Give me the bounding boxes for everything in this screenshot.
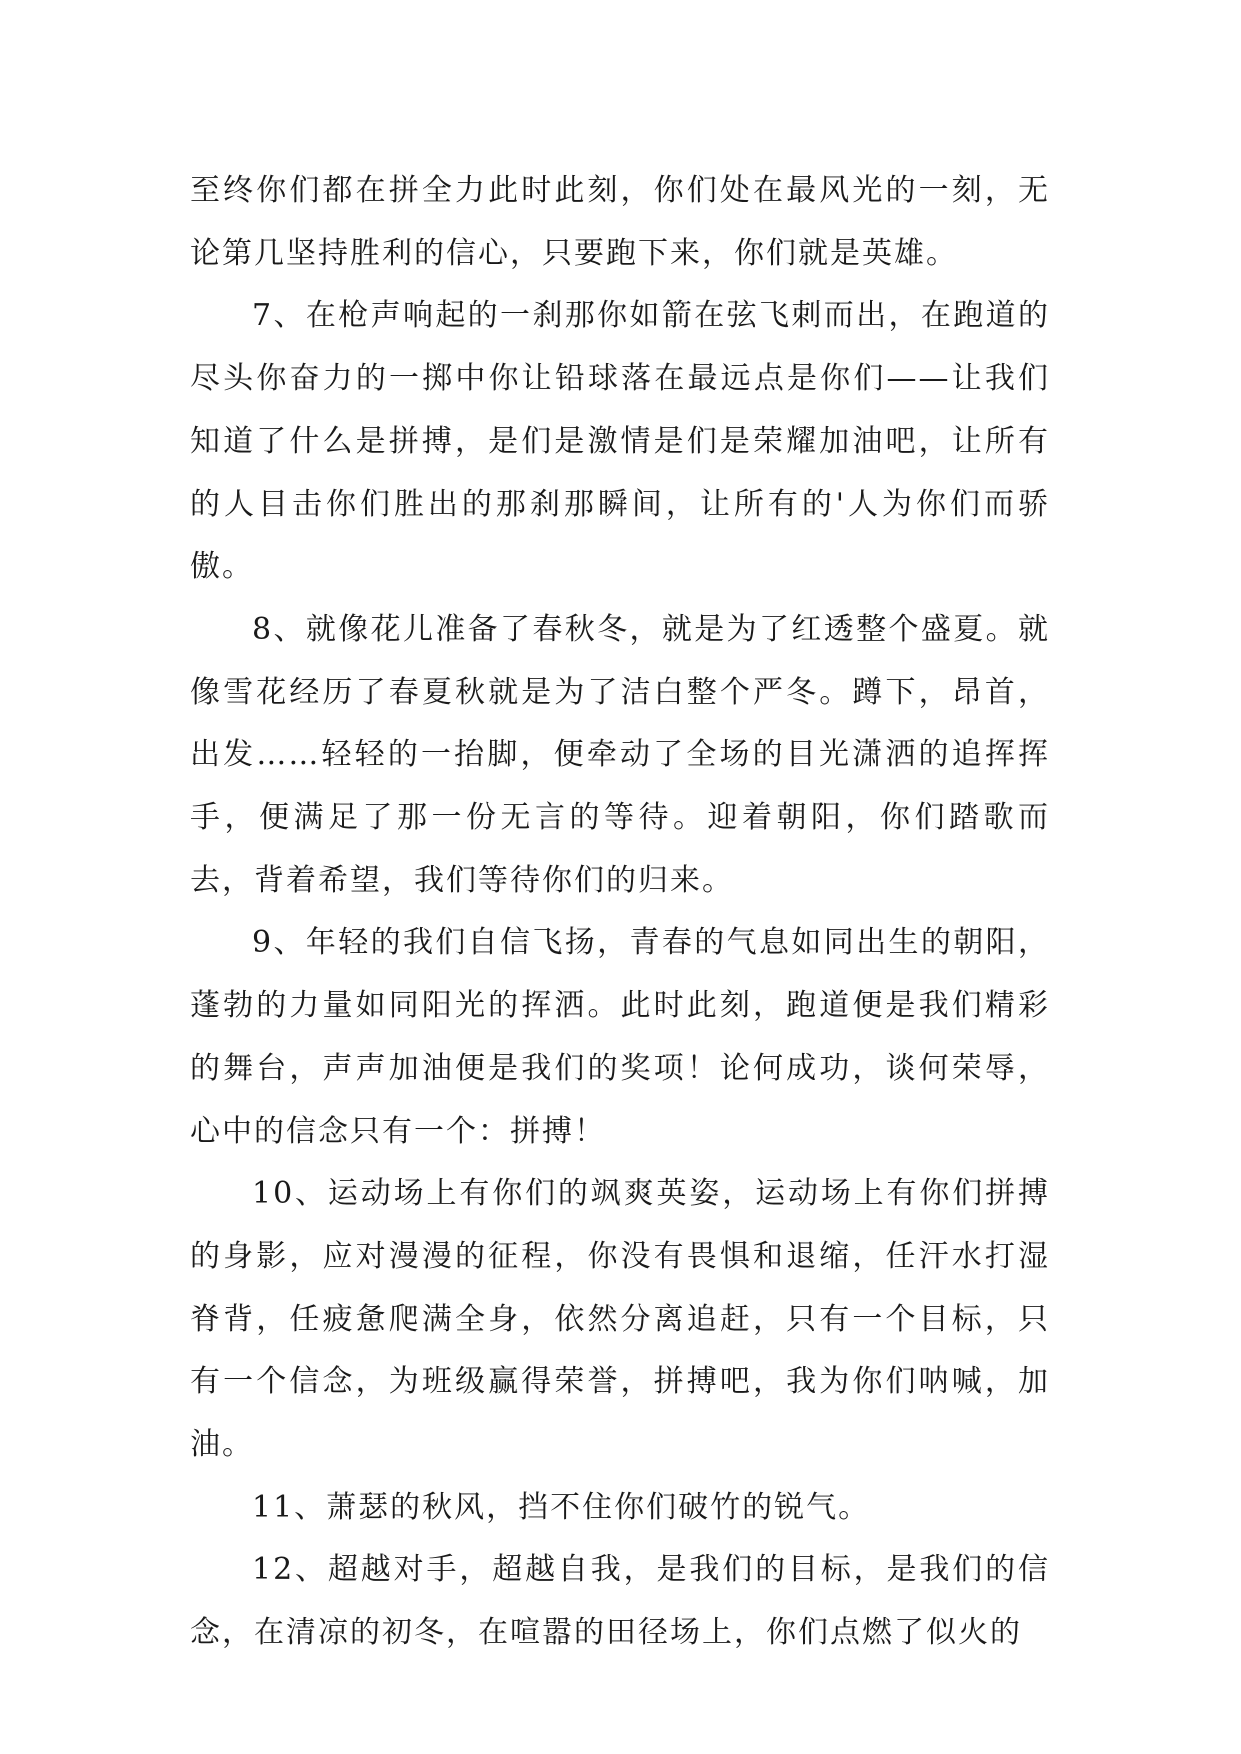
paragraph-12: 12、超越对手，超越自我，是我们的目标，是我们的信念，在清凉的初冬，在喧嚣的田径场上，你们点燃了似火的 xyxy=(190,1552,1050,1651)
paragraph-11: 11、萧瑟的秋风，挡不住你们破竹的锐气。 xyxy=(252,1489,871,1525)
paragraph-10: 10、运动场上有你们的飒爽英姿，运动场上有你们拼搏的身影，应对漫漫的征程，你没有畏惧和退缩，任汗水打湿脊背，任疲惫爬满全身，依然分离追赶，只有一个目标，只有一个信念，为班级赢得荣誉，拼搏吧，我为你们呐喊，加油。 xyxy=(190,1176,1050,1463)
paragraph-continuation: 至终你们都在拼全力此时此刻，你们处在最风光的一刻，无论第几坚持胜利的信心，只要跑下来，你们就是英雄。 xyxy=(190,173,1050,271)
paragraph-9: 9、年轻的我们自信飞扬，青春的气息如同出生的朝阳，蓬勃的力量如同阳光的挥洒。此时此刻，跑道便是我们精彩的舞台，声声加油便是我们的奖项！论何成功，谈何荣辱，心中的信念只有一个：拼搏！ xyxy=(190,925,1050,1149)
paragraph-7: 7、在枪声响起的一刹那你如箭在弦飞刺而出，在跑道的尽头你奋力的一掷中你让铅球落在最远点是你们——让我们知道了什么是拼搏，是们是激情是们是荣耀加油吧，让所有的人目击你们胜出的那刹那瞬间，让所有的'人为你们而骄傲。 xyxy=(190,298,1050,585)
paragraph-8: 8、就像花儿准备了春秋冬，就是为了红透整个盛夏。就像雪花经历了春夏秋就是为了洁白整个严冬。蹲下，昂首，出发……轻轻的一抬脚，便牵动了全场的目光潇洒的追挥挥手，便满足了那一份无言的等待。迎着朝阳，你们踏歌而去，背着希望，我们等待你们的归来。 xyxy=(190,611,1050,898)
document-body xyxy=(190,160,1050,1665)
